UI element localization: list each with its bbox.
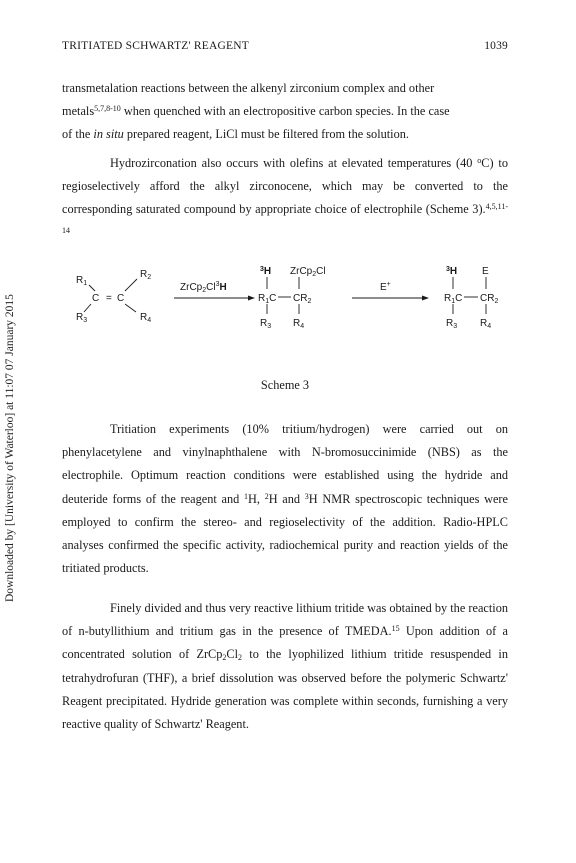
running-header — [62, 40, 508, 58]
reagent-electrophile — [352, 281, 429, 301]
scheme-caption: Scheme 3 — [260, 378, 310, 392]
reactant-r3: $R_3$ — [76, 312, 88, 324]
reactant-double-bond: = — [106, 293, 112, 304]
p3-sup1: 1 — [244, 491, 248, 501]
page-number: 1039 — [484, 40, 508, 52]
product-electrophile: E — [482, 266, 489, 277]
reactant-r1: $R_1$ — [76, 275, 88, 287]
p4-sub2: 2 — [238, 653, 243, 663]
p2-text-b: C) to regioselectively afford the alkyl zirconocene, which may be converted to the corresponding saturated compound by appropriate choice of electrophile (Scheme 3). — [62, 156, 508, 217]
running-title: TRITIATED SCHWARTZ' REAGENT — [62, 40, 249, 52]
intermediate-r3: $R_3$ — [260, 318, 272, 330]
p2-text-a: Hydrozirconation also occurs with olefins at elevated temperatures (40 — [110, 156, 478, 170]
reactant-r4: $R_4$ — [140, 312, 152, 324]
p1-line2a: metals — [62, 104, 95, 119]
intermediate-zr: ZrCp$_2$Cl — [290, 266, 326, 278]
p3-text-d: H NMR spectroscopic techniques were employed to confirm the stereo- and regioselectivity of the addition. Radio-HPLC analyses confirmed the specific activity, radiochemical purity and reaction yields of the tritiated products. — [62, 491, 508, 576]
p4-ref: 15 — [391, 624, 400, 634]
electrophile-label: E+ — [380, 281, 391, 293]
reactant-c-left: C — [92, 293, 100, 304]
scheme-3-svg — [62, 258, 522, 348]
p1-line1: transmetalation reactions between the alkenyl zirconium complex and other — [62, 81, 435, 95]
product-tritiated-alkane — [444, 266, 498, 330]
intermediate-alkylzirconocene — [258, 266, 326, 330]
intermediate-cr2: $CR_2$ — [293, 293, 312, 305]
download-notice: Downloaded by [University of Waterloo] at 11:07 07 January 2015 — [4, 294, 16, 602]
product-cr2: $CR_2$ — [480, 293, 499, 305]
reagent1-label: $ZrCp_2Cl^3H$ — [180, 281, 227, 294]
paragraph-lithium-tritide — [62, 597, 508, 736]
p1-refs: 5,7,8-10 — [94, 104, 121, 114]
p1-in-situ: in situ — [93, 127, 124, 142]
scheme-3-diagram — [62, 258, 522, 348]
p4-sub1: 2 — [222, 653, 227, 663]
p3-text-a: Tritiation experiments (10% tritium/hydrogen) were carried out on phenylacetylene and vinylnaphthalene with N-bromosuccinimide (NBS) as the electrophile. Optimum reaction conditions were established using the hydride and deuteride forms of the reagent and — [62, 422, 508, 506]
product-r1c: $R_1C$ — [444, 293, 463, 305]
reaction-arrow-2-head — [422, 296, 429, 301]
p4-text-d: to the lyophilized lithium tritide resuspended in tetrahydrofuran (THF), a brief dissolution was observed before the polymeric Schwartz' Reagent precipitated. Hydride generation was complete within seconds, furnishing a very reactive quality of Schwartz' Reagent. — [62, 647, 508, 732]
paragraph-hydrozirconation — [62, 152, 508, 245]
p2-degree: o — [477, 156, 482, 165]
p2-refs: 4,5,11-14 — [62, 202, 508, 235]
intermediate-tritium: $^3$H — [260, 266, 272, 277]
product-tritium: $^3$H — [446, 266, 458, 277]
paragraph-transmetalation — [62, 77, 508, 147]
p1-line2b: when quenched with an electropositive carbon species. In the case — [120, 104, 450, 119]
intermediate-r1c: $R_1C$ — [258, 293, 277, 305]
reaction-arrow-1-head — [248, 296, 255, 301]
p1-line3b: prepared reagent, LiCl must be filtered from the solution. — [123, 127, 409, 142]
p3-text-c: H and — [268, 491, 305, 506]
product-r3: $R_3$ — [446, 318, 458, 330]
p4-text-c: Cl — [226, 647, 239, 662]
p3-sup2: 2 — [264, 491, 269, 501]
reagent-schwartz-tritiated — [174, 281, 255, 301]
product-r4: $R_4$ — [480, 318, 492, 330]
p4-text-b: Upon addition of a concentrated solution of ZrCp — [62, 624, 508, 662]
p3-text-b: H, — [248, 491, 265, 506]
paragraph-tritiation — [62, 418, 508, 580]
reactant-r2: $R_2$ — [140, 269, 152, 281]
p1-line3a: of the — [62, 127, 94, 142]
p4-text-a: Finely divided and thus very reactive lithium tritide was obtained by the reaction of n-butyllithium and tritium gas in the presence of TMEDA. — [62, 601, 508, 639]
intermediate-r4: $R_4$ — [293, 318, 305, 330]
p3-sup3: 3 — [304, 491, 309, 501]
reactant-alkene — [76, 269, 151, 324]
reactant-c-right: C — [117, 293, 125, 304]
